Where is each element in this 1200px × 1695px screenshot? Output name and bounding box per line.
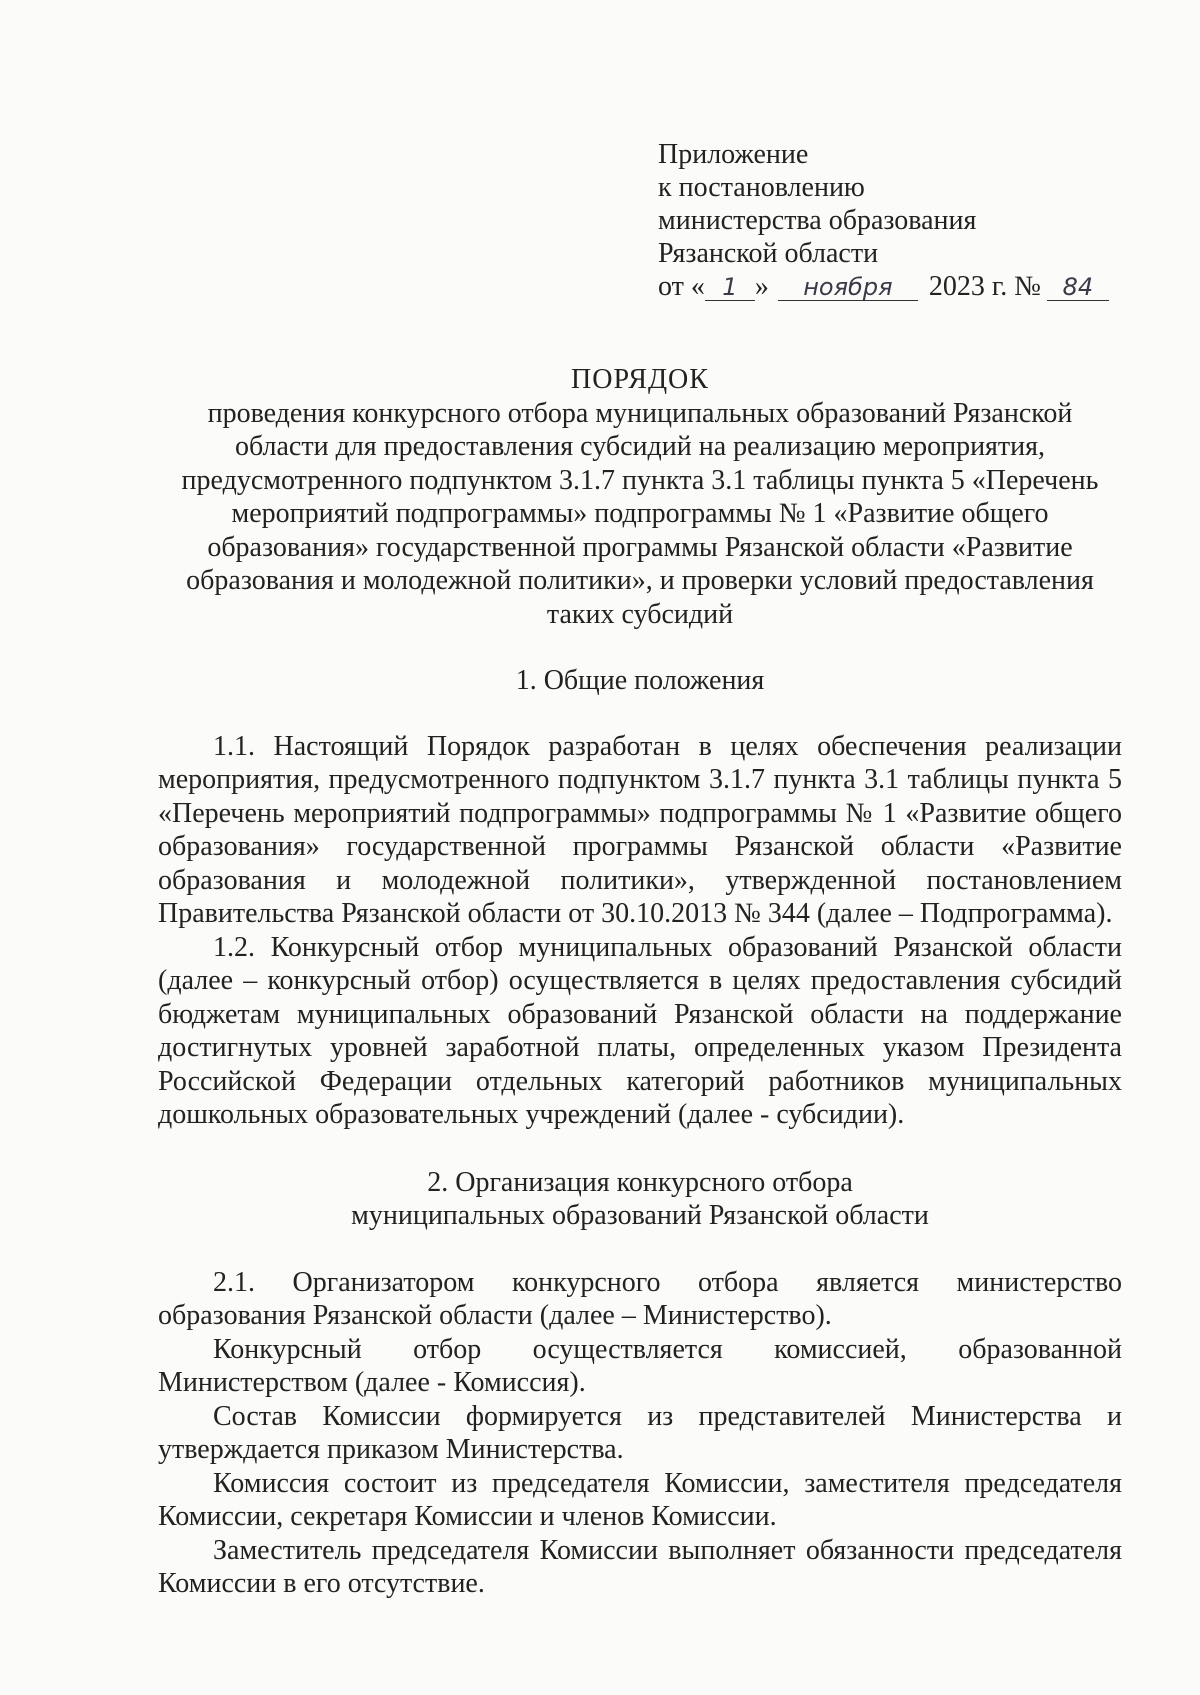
date-mid: » <box>754 271 769 302</box>
appendix-block <box>658 138 1109 303</box>
date-prefix: от « <box>658 271 705 302</box>
handwritten-day: 1 <box>705 274 755 301</box>
paragraph-2-5: Заместитель председателя Комиссии выполняет обязанности председателя Комиссии в его отсутствие. <box>158 1534 1122 1599</box>
appendix-line-3: министерства образования <box>658 205 977 236</box>
appendix-date-line <box>658 270 1109 303</box>
paragraph-2-3: Состав Комиссии формируется из представителей Министерства и утверждается приказом Министерства. <box>158 1400 1122 1465</box>
paragraph-2-4: Комиссия состоит из председателя Комиссии, заместителя председателя Комиссии, секретаря Комиссии и членов Комиссии. <box>158 1467 1122 1532</box>
section-1-heading: 1. Общие положения <box>515 665 765 696</box>
document-title: ПОРЯДОК <box>571 364 709 395</box>
year-label: 2023 г. № <box>928 271 1041 302</box>
handwritten-number: 84 <box>1047 274 1109 301</box>
paragraph-2-2: Конкурсный отбор осуществляется комиссией, образованной Министерством (далее - Комиссия). <box>158 1333 1122 1398</box>
section-2-heading-line-1: 2. Организация конкурсного отбора <box>427 1166 853 1198</box>
section-2-heading-line-2: муниципальных образований Рязанской области <box>351 1200 929 1231</box>
section-2-heading <box>158 1166 1122 1233</box>
document-body <box>158 363 1122 1601</box>
document-subtitle: проведения конкурсного отбора муниципальных образований Рязанской области для предоставления субсидий на реализацию мероприятия, предусмотренного подпунктом 3.1.7 пункта 3.1 таблицы пункта 5 «Перечень мероприятий подпрограммы» подпрограммы № 1 «Развитие общего образования» государственной программы Рязанской области «Развитие образования и молодежной политики», и проверки условий предоставления таких субсидий <box>181 397 1099 630</box>
appendix-line-2: к постановлению <box>658 172 865 203</box>
appendix-line-4: Рязанской области <box>658 238 879 269</box>
handwritten-month: ноября <box>778 274 918 301</box>
paragraph-1-1: 1.1. Настоящий Порядок разработан в целях обеспечения реализации мероприятия, предусмотренного подпунктом 3.1.7 пункта 3.1 таблицы пункта 5 «Перечень мероприятий подпрограммы» подпрограммы № 1 «Развитие общего образования» государственной программы Рязанской области «Развитие образования и молодежной политики», утвержденной постановлением Правительства Рязанской области от 30.10.2013 № 344 (далее – Подпрограмма). <box>158 730 1122 929</box>
paragraph-2-1: 2.1. Организатором конкурсного отбора является министерство образования Рязанской области (далее – Министерство). <box>158 1266 1122 1331</box>
paragraph-1-2: 1.2. Конкурсный отбор муниципальных образований Рязанской области (далее – конкурсный отбор) осуществляется в целях предоставления субсидий бюджетам муниципальных образований Рязанской области на поддержание достигнутых уровней заработной платы, определенных указом Президента Российской Федерации отдельных категорий работников муниципальных дошкольных образовательных учреждений (далее - субсидии). <box>158 931 1122 1130</box>
appendix-line-1: Приложение <box>658 139 809 170</box>
